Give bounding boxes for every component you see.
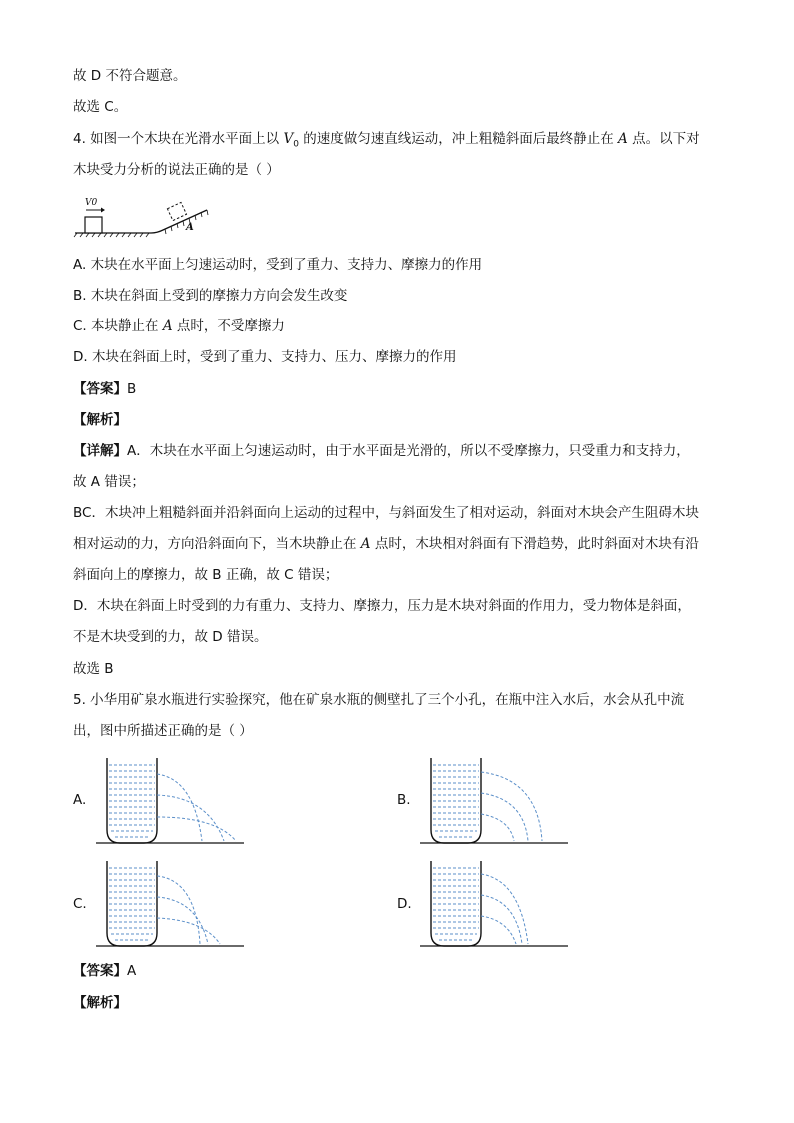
q4-detail-1 <box>73 441 690 461</box>
q4-answer <box>73 379 136 399</box>
q4-detail-3: BC．木块冲上粗糙斜面并沿斜面向上运动的过程中，与斜面发生了相对运动，斜面对木块会产生阻碍木块 <box>73 505 699 521</box>
q5-option-b-label: B. <box>397 792 411 808</box>
q4-figure <box>73 193 213 237</box>
q5-bottle-a <box>96 757 246 847</box>
q4-stem-line-1 <box>73 129 700 155</box>
q4-stem-b: 的速度做匀速直线运动，冲上粗糙斜面后最终静止在 <box>298 131 619 147</box>
q4-option-c-pre: C. 本块静止在 <box>73 318 163 334</box>
q5-stem-line-2: 出，图中所描述正确的是（ ） <box>73 723 253 739</box>
q4-detail-4-pre: 相对运动的力，方向沿斜面向下，当木块静止在 <box>73 536 361 552</box>
q4-option-c-a: A <box>162 318 173 334</box>
q4-option-c <box>73 316 285 336</box>
q4-detail-4 <box>73 534 699 554</box>
block-on-ground <box>85 217 102 233</box>
q5-answer <box>73 961 136 981</box>
point-a-label: A <box>186 222 194 233</box>
q4-detail-1-text: A．木块在水平面上匀速运动时，由于水平面是光滑的，所以不受摩擦力，只受重力和支持力， <box>127 443 690 459</box>
prev-conclusion: 故选 C。 <box>73 99 128 115</box>
block-on-slope-dashed <box>167 202 186 220</box>
q4-option-d: D. 木块在斜面上时，受到了重力、支持力、压力、摩擦力的作用 <box>73 349 457 365</box>
q4-answer-label: 【答案】 <box>73 381 127 397</box>
q4-detail-7: 不是木块受到的力，故 D 错误。 <box>73 629 268 645</box>
q4-point-a: A <box>618 131 628 147</box>
q5-answer-label: 【答案】 <box>73 963 127 979</box>
q5-option-d-label: D. <box>397 896 412 912</box>
q5-option-c-label: C. <box>73 896 87 912</box>
prev-line-1: 故 D 不符合题意。 <box>73 68 187 84</box>
q4-v-symbol: V <box>283 131 294 147</box>
slope-line <box>151 210 207 233</box>
q4-detail-6: D．木块在斜面上时受到的力有重力、支持力、摩擦力，压力是木块对斜面的作用力，受力物体是斜面， <box>73 598 691 614</box>
q4-detail-4-post: 点时，木块相对斜面有下滑趋势，此时斜面对木块有沿 <box>370 536 699 552</box>
velocity-label: V0 <box>85 198 98 208</box>
q5-analysis-label: 【解析】 <box>73 995 127 1011</box>
q4-detail-4-a: A <box>360 536 371 552</box>
q4-option-a: A. 木块在水平面上匀速运动时，受到了重力、支持力、摩擦力的作用 <box>73 257 483 273</box>
q4-stem-c: 点。以下对 <box>627 131 700 147</box>
q5-option-a-label: A. <box>73 792 87 808</box>
q5-bottle-d <box>420 860 570 950</box>
q4-option-b: B. 木块在斜面上受到的摩擦力方向会发生改变 <box>73 288 348 304</box>
q4-analysis-label: 【解析】 <box>73 412 127 428</box>
q4-conclusion: 故选 B <box>73 661 114 677</box>
q4-detail-2: 故 A 错误； <box>73 474 145 490</box>
q4-stem-line-2: 木块受力分析的说法正确的是（ ） <box>73 162 280 178</box>
q5-bottle-b <box>420 757 570 847</box>
q4-detail-label: 【详解】 <box>73 443 127 459</box>
q5-bottle-c <box>96 860 246 950</box>
q4-v-sub: 0 <box>293 139 299 150</box>
q5-answer-value: A <box>127 963 137 979</box>
q4-detail-5: 斜面向上的摩擦力，故 B 正确，故 C 错误； <box>73 567 339 583</box>
q4-stem-a: 4. 如图一个木块在光滑水平面上以 <box>73 131 284 147</box>
q4-answer-value: B <box>127 381 137 397</box>
q5-stem-line-1: 5. 小华用矿泉水瓶进行实验探究，他在矿泉水瓶的侧壁扎了三个小孔，在瓶中注入水后，水会从孔中流 <box>73 692 685 708</box>
q4-option-c-post: 点时，不受摩擦力 <box>172 318 285 334</box>
